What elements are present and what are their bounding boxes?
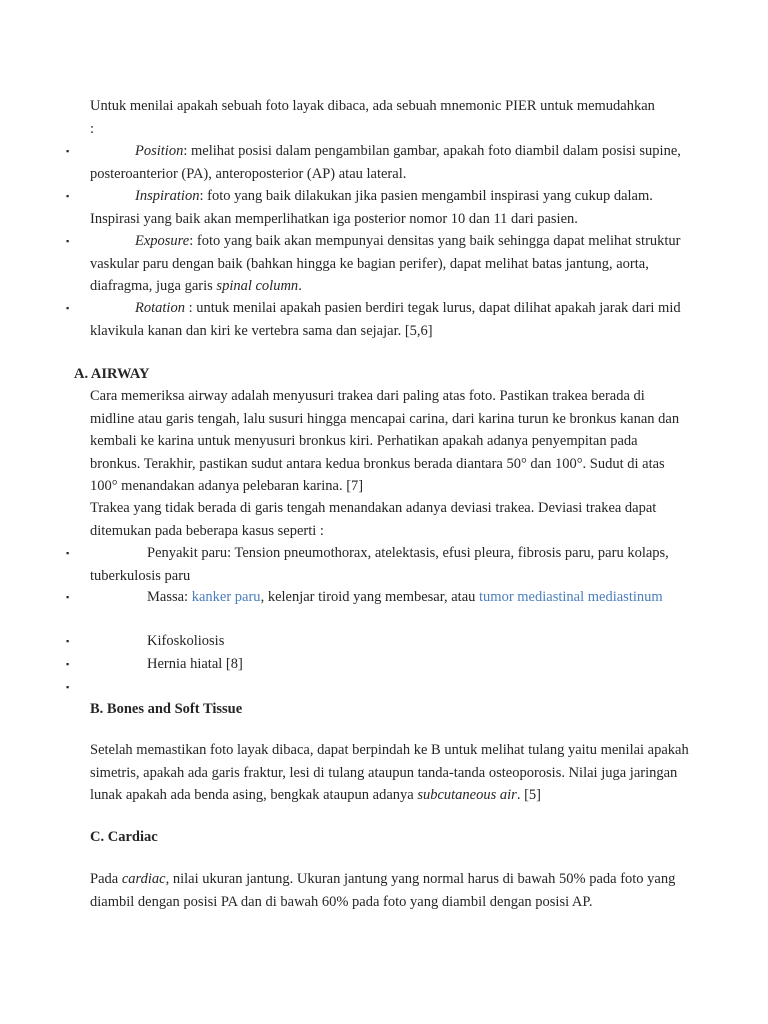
airway-paragraph-1: Cara memeriksa airway adalah menyusuri trakea dari paling atas foto. Pastikan trakea berada di midline atau garis tengah, lalu susuri hingga mencapai carina, dari karina turun ke bronkus kanan dan kembali ke karina untuk menyusuri bronkus kiri. Perhatikan apakah adanya penyempitan pada bronkus. Terakhir, pastikan sudut antara kedua bronkus berada diantara 50° dan 100°. Sudut di atas 100° menandakan adanya pelebaran karina. [7]	[90, 388, 680, 494]
pier-term: Inspiration	[135, 188, 200, 204]
item-text: Kifoskoliosis	[147, 633, 225, 649]
pier-item-inspiration: Inspiration: foto yang baik dilakukan jika pasien mengambil inspirasi yang cukup dalam. Inspirasi yang baik akan memperlihatkan iga posterior nomor 10 dan 11 dari pasien.	[90, 188, 653, 227]
link-kanker-paru[interactable]: kanker paru	[191, 589, 261, 605]
airway-item-penyakit-paru	[90, 542, 690, 587]
item-text: Penyakit paru: Tension pneumothorax, atelektasis, efusi pleura, fibrosis paru, paru kolaps, tuberkulosis paru	[90, 545, 669, 584]
section-heading-bones: B. Bones and Soft Tissue	[90, 701, 243, 717]
airway-paragraph-2: Trakea yang tidak berada di garis tengah menandakan adanya deviasi trakea. Deviasi trakea dapat ditemukan pada beberapa kasus seperti :	[90, 500, 657, 539]
bullet-marker-empty: ▪	[66, 682, 70, 692]
airway-item-massa: Massa: kanker paru, kelenjar tiroid yang membesar, atau tumor mediastinal mediastinum	[147, 589, 663, 605]
pier-item-exposure: Exposure: foto yang baik akan mempunyai densitas yang baik sehingga dapat melihat struktur vaskular paru dengan baik (bahkan hingga ke bagian perifer), dapat melihat batas jantung, aorta, diafragma, juga garis spinal column.	[90, 233, 681, 294]
airway-item-hernia-hiatal	[90, 653, 690, 676]
section-heading-cardiac: C. Cardiac	[90, 829, 158, 845]
pier-text: untuk menilai apakah pasien berdiri tegak lurus, dapat dilihat apakah jarak dari mid klavikula kanan dan kiri ke vertebra sama dan sejajar. [5,6]	[90, 300, 681, 339]
airway-item-kifoskoliosis	[90, 630, 690, 653]
intro-paragraph	[90, 95, 690, 140]
bullet-marker: ▪	[66, 659, 70, 669]
pier-term: Exposure	[135, 233, 190, 249]
pier-item-position: Position: melihat posisi dalam pengambilan gambar, apakah foto diambil dalam posisi supine, posteroanterior (PA), anteroposterior (AP) atau lateral.	[90, 143, 681, 182]
bullet-marker: ▪	[66, 146, 70, 156]
bullet-marker: ▪	[66, 236, 70, 246]
section-heading-airway: A. AIRWAY	[74, 366, 150, 382]
pier-item-rotation: Rotation : untuk menilai apakah pasien berdiri tegak lurus, dapat dilihat apakah jarak dari mid klavikula kanan dan kiri ke vertebra sama dan sejajar. [5,6]	[90, 300, 681, 339]
bullet-marker: ▪	[66, 191, 70, 201]
link-tumor-mediastinal[interactable]: tumor mediastinal mediastinum	[479, 589, 663, 605]
pier-text: foto yang baik akan mempunyai densitas yang baik sehingga dapat melihat struktur vaskular paru dengan baik (bahkan hingga ke bagian perifer), dapat melihat batas jantung, aorta, diafragma, juga garis	[90, 233, 681, 294]
pier-text: melihat posisi dalam pengambilan gambar, apakah foto diambil dalam posisi supine, posteroanterior (PA), anteroposterior (AP) atau lateral.	[90, 143, 681, 182]
pier-italic-text: spinal column	[216, 278, 299, 294]
bones-paragraph: Setelah memastikan foto layak dibaca, dapat berpindah ke B untuk melihat tulang yaitu menilai apakah simetris, apakah ada garis fraktur, lesi di tulang ataupun tanda-tanda osteoporosis. Nilai juga jaringan lunak apakah ada benda asing, bengkak ataupun adanya subcutaneous air. [5]	[90, 742, 689, 803]
cardiac-paragraph: Pada cardiac, nilai ukuran jantung. Ukuran jantung yang normal harus di bawah 50% pada foto yang diambil dengan posisi PA dan di bawah 60% pada foto yang diambil dengan posisi AP.	[90, 871, 676, 910]
bullet-marker: ▪	[66, 548, 70, 558]
bullet-marker: ▪	[66, 636, 70, 646]
item-text: Hernia hiatal [8]	[147, 656, 243, 672]
pier-term: Position	[135, 143, 184, 159]
pier-term: Rotation	[135, 300, 185, 316]
intro-line-2: :	[90, 120, 95, 137]
bullet-marker: ▪	[66, 592, 70, 602]
pier-text: foto yang baik dilakukan jika pasien mengambil inspirasi yang cukup dalam. Inspirasi yang baik akan memperlihatkan iga posterior nomor 10 dan 11 dari pasien.	[90, 188, 653, 227]
intro-line-1: Untuk menilai apakah sebuah foto layak dibaca, ada sebuah mnemonic PIER untuk memudahkan	[90, 98, 655, 114]
bullet-marker: ▪	[66, 303, 70, 313]
